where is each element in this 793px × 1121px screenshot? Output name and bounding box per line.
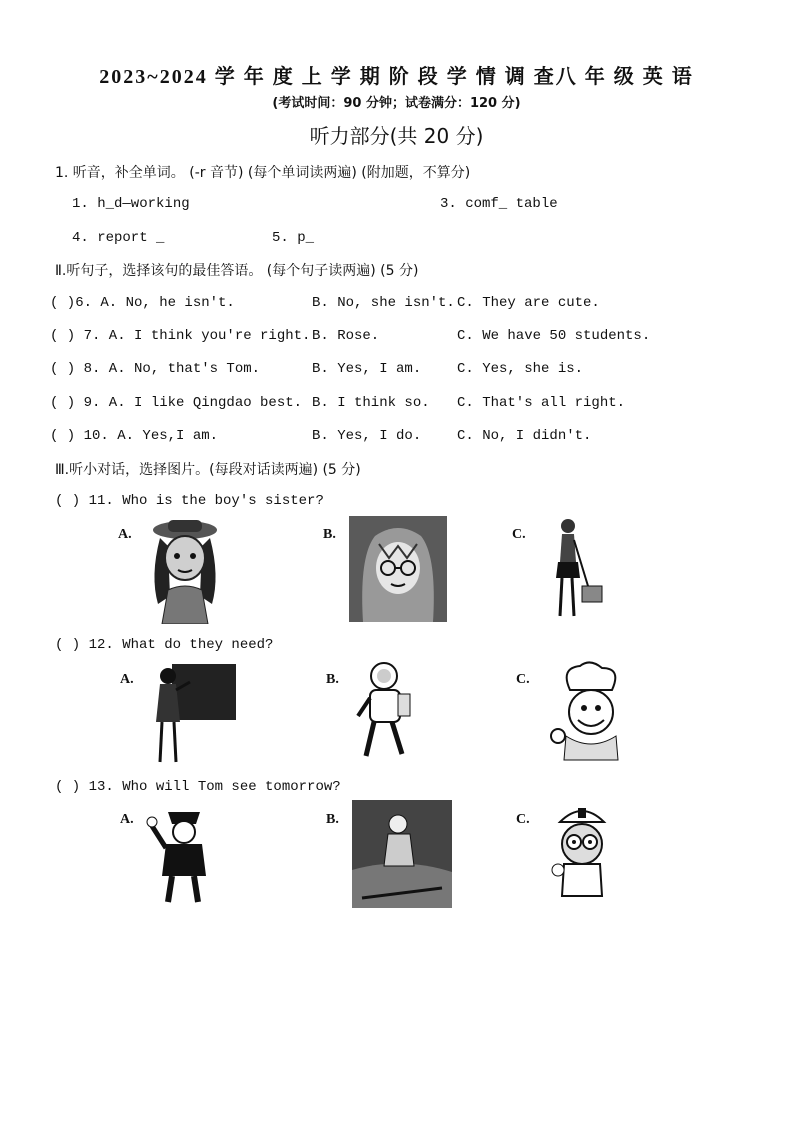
skier-picture[interactable] xyxy=(352,800,452,908)
part2-heading: Ⅱ.听句子，选择该句的最佳答语。 (每个句子读两遍) (5 分) xyxy=(55,263,419,279)
part1-item-3: 3. comf_ table xyxy=(440,196,558,212)
q11-option-a-label: A. xyxy=(118,527,132,542)
question-6-b: B. No, she isn't. xyxy=(312,295,455,311)
q13-option-a-label: A. xyxy=(120,812,134,827)
q11-option-c-label: C. xyxy=(512,527,526,542)
question-7-b: B. Rose. xyxy=(312,328,380,344)
question-8-c: C. Yes, she is. xyxy=(457,361,584,377)
q13-option-c-label: C. xyxy=(516,812,530,827)
part1-item-4: 4. report _ xyxy=(72,230,165,246)
part1-heading: 1. 听音，补全单词。 (-r 音节) (每个单词读两遍) (附加题，不算分) xyxy=(55,165,471,181)
question-8-a: ( ) 8. A. No, that's Tom. xyxy=(50,361,261,377)
astronaut-picture[interactable] xyxy=(352,660,424,760)
question-7-c: C. We have 50 students. xyxy=(457,328,651,344)
fashion-girl-picture[interactable] xyxy=(548,516,606,624)
question-10-a: ( ) 10. A. Yes,I am. xyxy=(50,428,219,444)
exam-subtitle: (考试时间：90 分钟；试卷满分：120 分) xyxy=(272,96,521,111)
q12-option-b-label: B. xyxy=(326,672,339,687)
question-10-b: B. Yes, I do. xyxy=(312,428,422,444)
question-6-c: C. They are cute. xyxy=(457,295,600,311)
question-7-a: ( ) 7. A. I think you're right. xyxy=(50,328,311,344)
question-9-b: B. I think so. xyxy=(312,395,430,411)
question-12: ( ) 12. What do they need? xyxy=(55,637,274,653)
police-officer-picture[interactable] xyxy=(146,802,222,906)
teacher-at-board-picture[interactable] xyxy=(146,662,238,766)
q12-option-c-label: C. xyxy=(516,672,530,687)
doctor-picture[interactable] xyxy=(542,800,622,904)
part3-heading: Ⅲ.听小对话，选择图片。(每段对话读两遍) (5 分) xyxy=(55,462,361,478)
girl-with-glasses-picture[interactable] xyxy=(349,516,447,622)
question-10-c: C. No, I didn't. xyxy=(457,428,592,444)
section-title: 听力部分(共 20 分) xyxy=(309,124,484,148)
chef-picture[interactable] xyxy=(546,660,632,764)
question-8-b: B. Yes, I am. xyxy=(312,361,422,377)
question-9-c: C. That's all right. xyxy=(457,395,626,411)
q13-option-b-label: B. xyxy=(326,812,339,827)
question-6-a: ( )6. A. No, he isn't. xyxy=(50,295,235,311)
girl-with-hat-picture[interactable] xyxy=(140,516,230,624)
question-13: ( ) 13. Who will Tom see tomorrow? xyxy=(55,779,341,795)
q12-option-a-label: A. xyxy=(120,672,134,687)
question-11: ( ) 11. Who is the boy's sister? xyxy=(55,493,324,509)
q11-option-b-label: B. xyxy=(323,527,336,542)
exam-title: 2023~2024 学 年 度 上 学 期 阶 段 学 情 调 查八 年 级 英 语 xyxy=(99,66,694,88)
part1-item-1: 1. h_d—working xyxy=(72,196,190,212)
part1-item-5: 5. p_ xyxy=(272,230,315,246)
question-9-a: ( ) 9. A. I like Qingdao best. xyxy=(50,395,303,411)
